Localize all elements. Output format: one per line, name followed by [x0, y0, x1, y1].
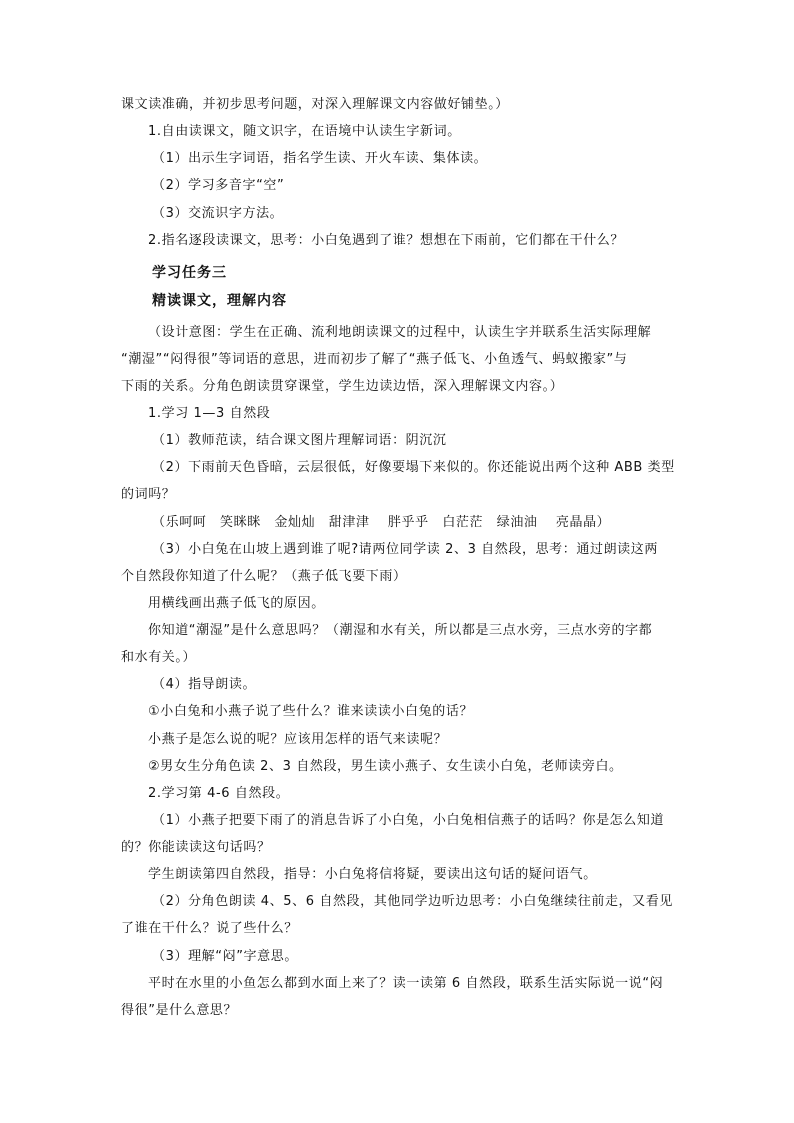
text-line: 1.自由读课文，随文识字，在语境中认读生字新词。 [148, 124, 461, 139]
text-line: 平时在水里的小鱼怎么都到水面上来了？读一读第 6 自然段，联系生活实际说一说“闷 [148, 976, 664, 991]
text-line: （2）分角色朗读 4、5、6 自然段，其他同学边听边思考：小白兔继续往前走，又看见 [152, 894, 673, 909]
text-line: 个自然段你知道了什么呢？（燕子低飞要下雨） [121, 569, 407, 584]
text-line: “潮湿”“闷得很”等词语的意思，进而初步了解了“燕子低飞、小鱼透气、蚂蚁搬家”与 [121, 352, 628, 367]
text-line: （设计意图：学生在正确、流利地朗读课文的过程中，认读生字并联系生活实际理解 [148, 325, 652, 340]
text-line: （2）下雨前天色昏暗，云层很低，好像要塌下来似的。你还能说出两个这种 ABB 类型 [152, 460, 675, 475]
text-line: （4）指导朗读。 [152, 677, 257, 692]
text-line: （1）教师范读，结合课文图片理解词语：阴沉沉 [152, 433, 447, 448]
text-line: 2.学习第 4-6 自然段。 [148, 786, 290, 801]
text-line: 你知道“潮湿”是什么意思吗？（潮湿和水有关，所以都是三点水旁，三点水旁的字都 [148, 623, 653, 638]
text-line: ②男女生分角色读 2、3 自然段，男生读小燕子、女生读小白兔，老师读旁白。 [148, 759, 623, 774]
text-line: 用横线画出燕子低飞的原因。 [148, 596, 325, 611]
text-line: （2）学习多音字“空” [152, 178, 285, 193]
text-line: 了谁在干什么？说了些什么？ [121, 921, 298, 936]
text-line: 的词吗？ [121, 487, 176, 502]
text-line: 课文读准确，并初步思考问题，对深入理解课文内容做好铺垫。） [121, 97, 509, 112]
text-line: 小燕子是怎么说的呢？应该用怎样的语气来读呢？ [148, 732, 448, 747]
text-line: ①小白兔和小燕子说了些什么？谁来读读小白兔的话？ [148, 704, 474, 719]
text-line: （乐呵呵 笑眯眯 金灿灿 甜津津 胖乎乎 白茫茫 绿油油 亮晶晶） [152, 515, 611, 530]
text-line: （3）小白兔在山坡上遇到谁了呢?请两位同学读 2、3 自然段，思考：通过朗读这两 [152, 542, 658, 557]
text-line: 2.指名逐段读课文，思考：小白兔遇到了谁？想想在下雨前，它们都在干什么？ [148, 233, 625, 248]
text-line: 和水有关。） [121, 650, 197, 665]
text-line: （3）交流识字方法。 [152, 206, 284, 221]
section-subheading: 精读课文，理解内容 [152, 293, 287, 309]
text-line: 1.学习 1—3 自然段 [148, 406, 271, 421]
section-heading: 学习任务三 [152, 265, 227, 281]
text-line: 得很”是什么意思？ [121, 1003, 238, 1018]
text-line: 下雨的关系。分角色朗读贯穿课堂，学生边读边悟，深入理解课文内容。） [121, 379, 564, 394]
text-line: （3）理解“闷”字意思。 [152, 949, 298, 964]
text-line: 的？你能读读这句话吗？ [121, 840, 271, 855]
text-line: （1）小燕子把要下雨了的消息告诉了小白兔，小白兔相信燕子的话吗？你是怎么知道 [152, 813, 665, 828]
text-line: 学生朗读第四自然段，指导：小白兔将信将疑，要读出这句话的疑问语气。 [148, 867, 597, 882]
text-line: （1）出示生字词语，指名学生读、开火车读、集体读。 [152, 151, 488, 166]
